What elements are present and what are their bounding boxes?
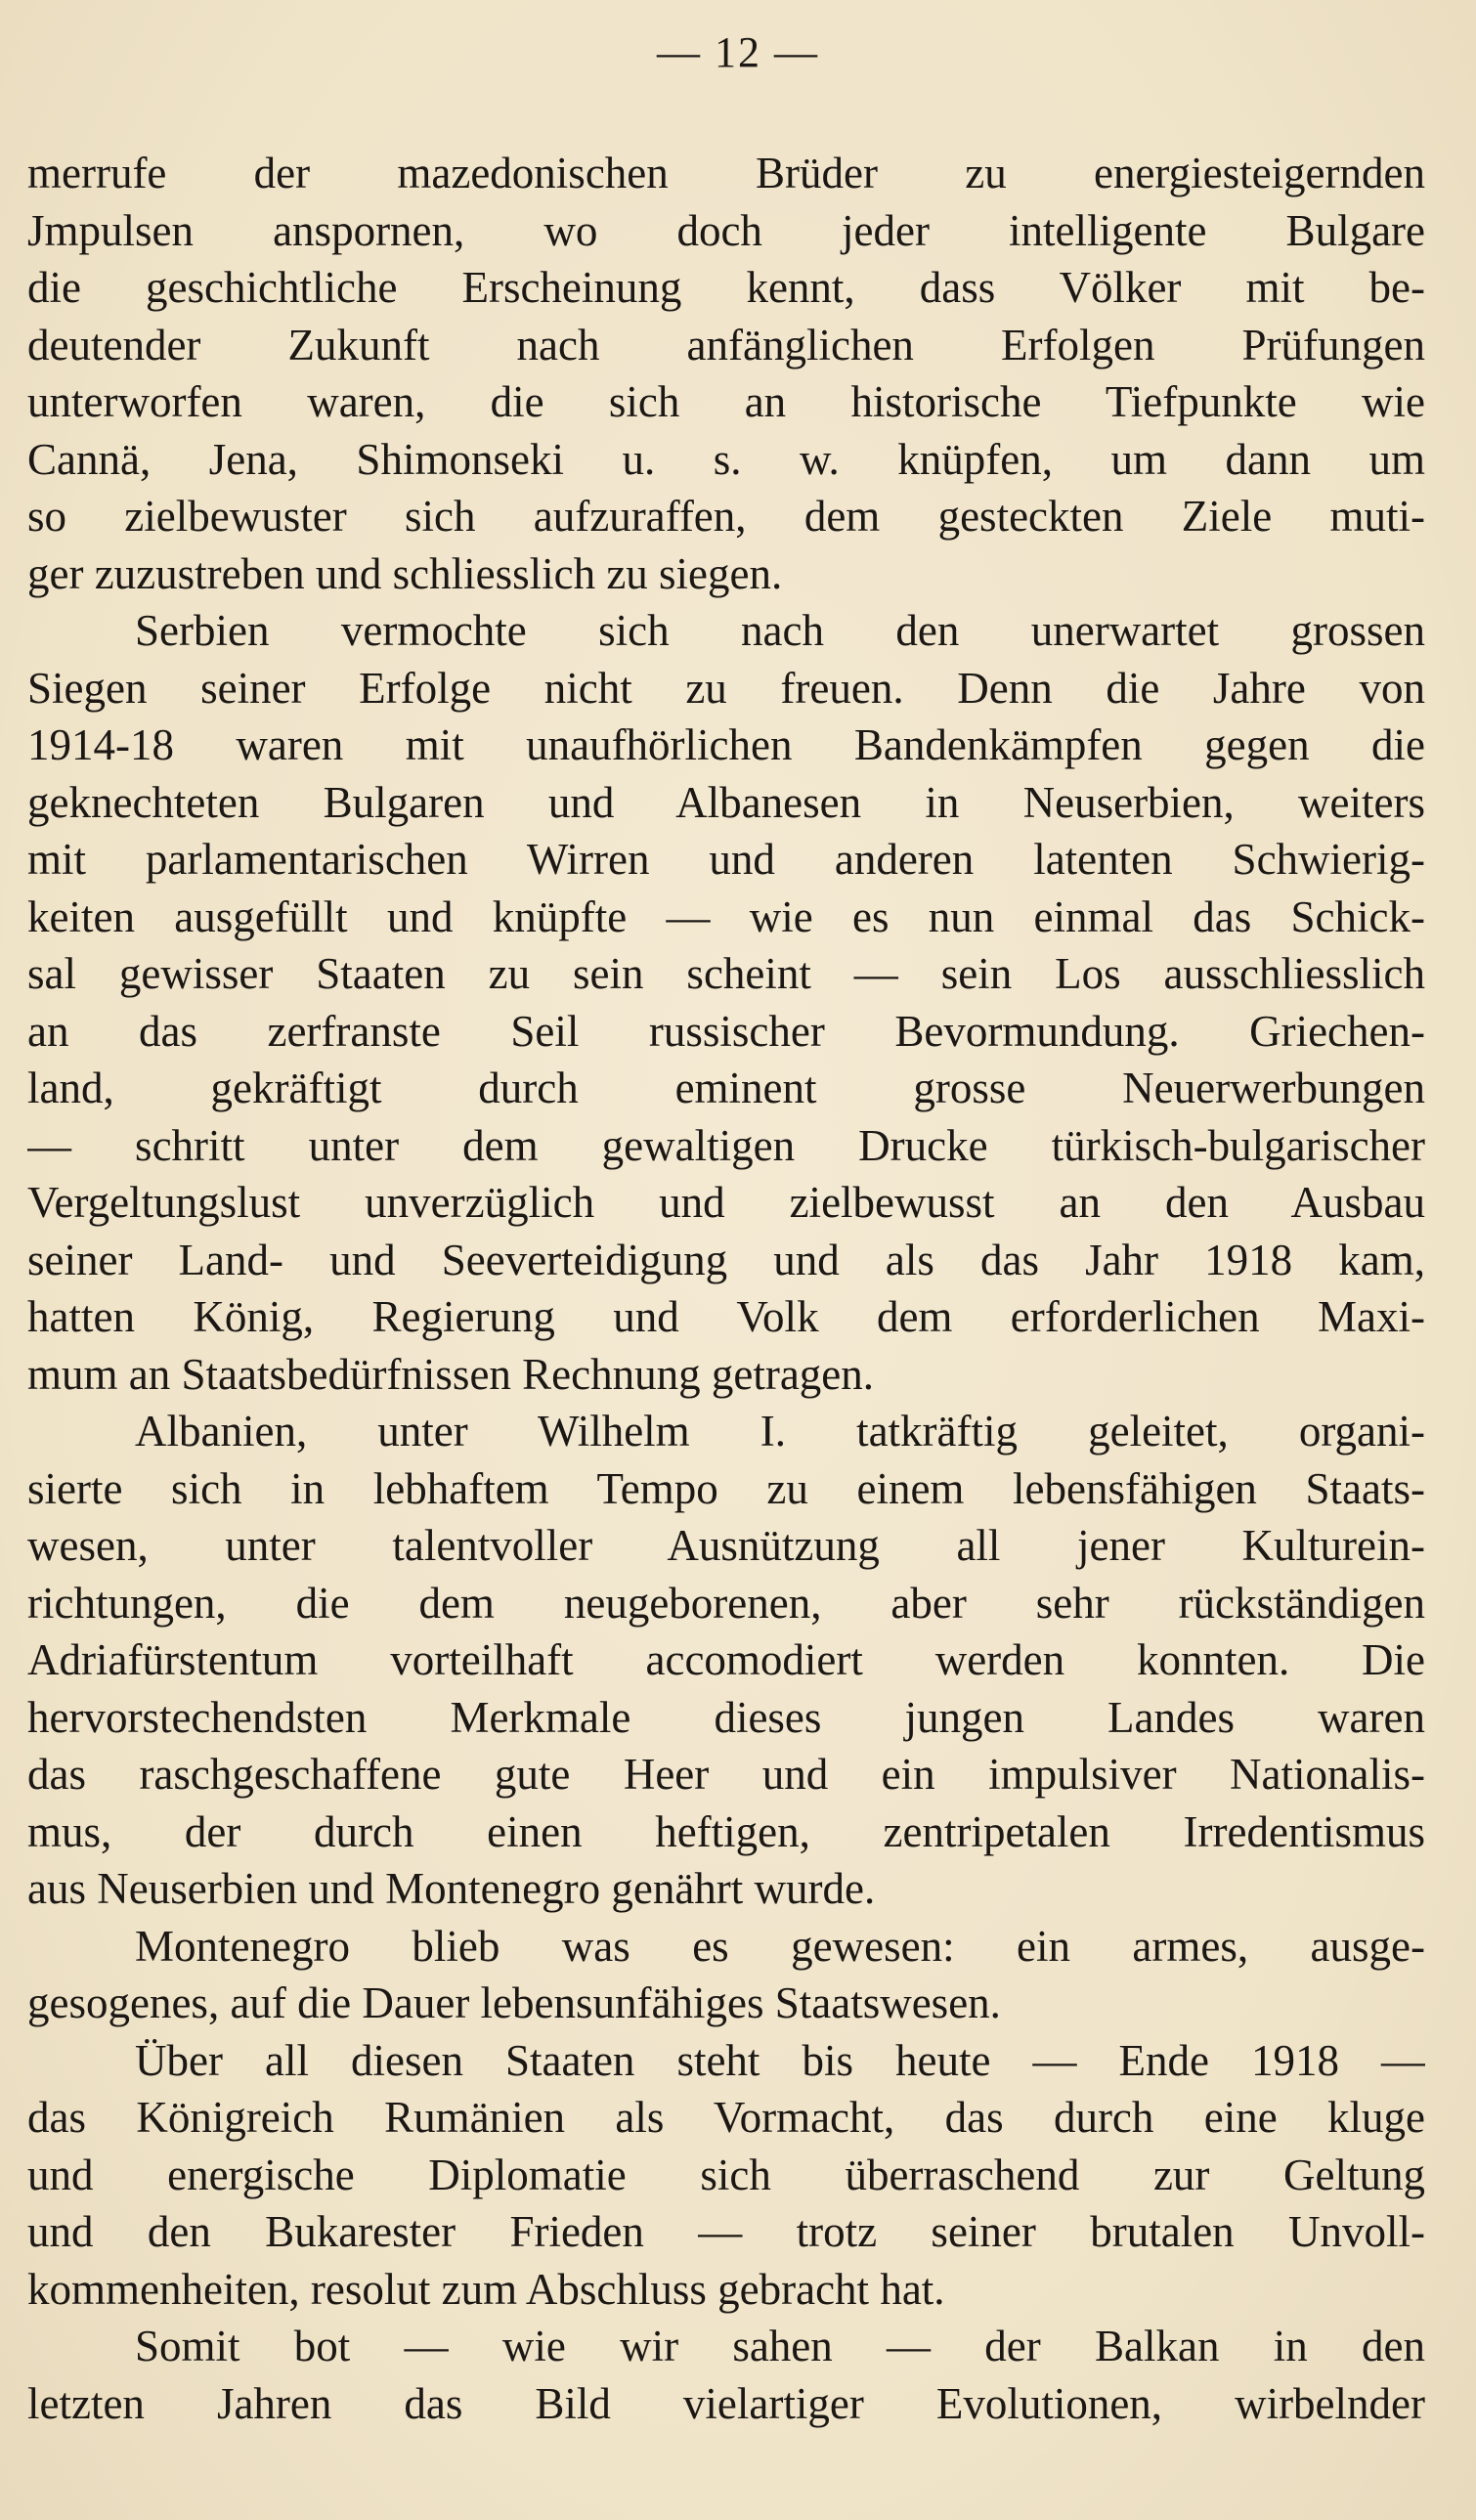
text-line: Adriafürstentum vorteilhaft accomodiert werden konnten. Die bbox=[27, 1635, 1425, 1684]
body-text bbox=[27, 145, 1425, 2432]
text-line: aus Neuserbien und Montenegro genährt wurde. bbox=[27, 1864, 876, 1913]
text-line: Siegen seiner Erfolge nicht zu freuen. Denn die Jahre von bbox=[27, 663, 1425, 713]
text-line: Montenegro blieb was es gewesen: ein armes, ausge- bbox=[135, 1921, 1425, 1971]
text-line: Über all diesen Staaten steht bis heute — Ende 1918 — bbox=[135, 2035, 1425, 2085]
text-line: das Königreich Rumänien als Vormacht, das durch eine kluge bbox=[27, 2093, 1425, 2142]
text-line: mus, der durch einen heftigen, zentripetalen Irredentismus bbox=[27, 1806, 1425, 1856]
text-line: die geschichtliche Erscheinung kennt, dass Völker mit be- bbox=[27, 263, 1425, 312]
text-line: das raschgeschaffene gute Heer und ein impulsiver Nationalis- bbox=[27, 1750, 1425, 1799]
page-number: — 12 — bbox=[657, 28, 819, 76]
text-line: Albanien, unter Wilhelm I. tatkräftig geleitet, organi- bbox=[135, 1407, 1425, 1456]
text-line: sal gewisser Staaten zu sein scheint — sein Los ausschliesslich bbox=[27, 949, 1425, 998]
text-line: und energische Diplomatie sich überraschend zur Geltung bbox=[27, 2150, 1425, 2199]
text-line: land, gekräftigt durch eminent grosse Neuerwerbungen bbox=[27, 1064, 1425, 1112]
text-line: deutender Zukunft nach anfänglichen Erfolgen Prüfungen bbox=[27, 320, 1425, 369]
text-line: seiner Land- und Seeverteidigung und als das Jahr 1918 kam, bbox=[27, 1235, 1425, 1284]
text-line: Jmpulsen anspornen, wo doch jeder intelligente Bulgare bbox=[27, 205, 1425, 255]
text-line: mum an Staatsbedürfnissen Rechnung getragen. bbox=[27, 1349, 875, 1399]
text-line: mit parlamentarischen Wirren und anderen latenten Schwierig- bbox=[27, 835, 1425, 884]
text-line: Vergeltungslust unverzüglich und zielbewusst an den Ausbau bbox=[27, 1178, 1425, 1227]
text-line: richtungen, die dem neugeborenen, aber sehr rückständigen bbox=[27, 1578, 1425, 1628]
text-line: ger zuzustreben und schliesslich zu siegen. bbox=[27, 548, 783, 598]
text-line: hatten König, Regierung und Volk dem erforderlichen Maxi- bbox=[27, 1292, 1425, 1341]
text-line: wesen, unter talentvoller Ausnützung all jener Kulturein- bbox=[27, 1521, 1425, 1570]
text-line: und den Bukarester Frieden — trotz seiner brutalen Unvoll- bbox=[27, 2207, 1425, 2256]
text-line: Cannä, Jena, Shimonseki u. s. w. knüpfen, um dann um bbox=[27, 434, 1425, 484]
text-line: so zielbewuster sich aufzuraffen, dem gesteckten Ziele muti- bbox=[27, 492, 1425, 541]
text-line: unterworfen waren, die sich an historische Tiefpunkte wie bbox=[27, 377, 1425, 426]
text-line: — schritt unter dem gewaltigen Drucke türkisch-bulgarischer bbox=[27, 1120, 1425, 1170]
text-line: kommenheiten, resolut zum Abschluss gebracht hat. bbox=[27, 2264, 945, 2314]
text-line: 1914-18 waren mit unaufhörlichen Bandenkämpfen gegen die bbox=[27, 720, 1425, 769]
text-line: merrufe der mazedonischen Brüder zu energiesteigernden bbox=[27, 149, 1425, 197]
text-line: Serbien vermochte sich nach den unerwartet grossen bbox=[135, 606, 1425, 655]
text-line: geknechteten Bulgaren und Albanesen in Neuserbien, weiters bbox=[27, 777, 1425, 827]
text-line: gesogenes, auf die Dauer lebensunfähiges Staatswesen. bbox=[27, 1978, 1001, 2027]
text-line: hervorstechendsten Merkmale dieses jungen Landes waren bbox=[27, 1692, 1425, 1742]
text-line: sierte sich in lebhaftem Tempo zu einem lebensfähigen Staats- bbox=[27, 1463, 1425, 1513]
text-line: Somit bot — wie wir sahen — der Balkan in den bbox=[135, 2322, 1425, 2370]
text-line: letzten Jahren das Bild vielartiger Evolutionen, wirbelnder bbox=[27, 2378, 1425, 2428]
text-line: an das zerfranste Seil russischer Bevormundung. Griechen- bbox=[27, 1006, 1425, 1056]
text-line: keiten ausgefüllt und knüpfte — wie es nun einmal das Schick- bbox=[27, 891, 1425, 941]
